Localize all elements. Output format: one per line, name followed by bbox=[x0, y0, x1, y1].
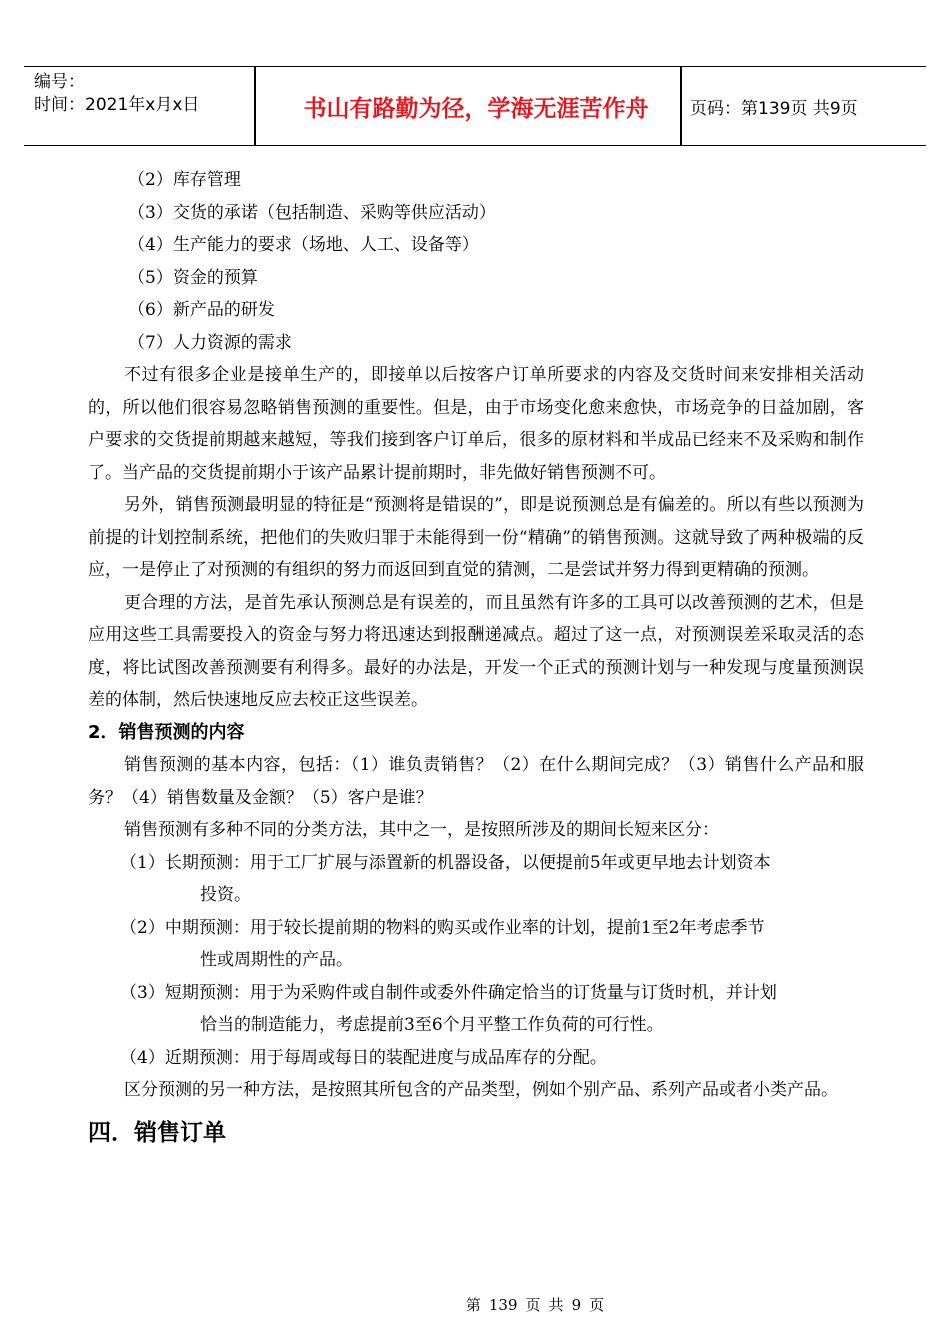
term-line: （3）短期预测：用于为采购件或自制件或委外件确定恰当的订货量与订货时机，并计划 bbox=[120, 982, 777, 1003]
forecast-term-item bbox=[88, 847, 864, 912]
doc-number-label: 编号： bbox=[34, 72, 85, 92]
list-item: （3）交货的承诺（包括制造、采购等供应活动） bbox=[128, 202, 496, 223]
header-page-info: 页码：第139页 共9页 bbox=[690, 98, 858, 119]
footer-text: 第 bbox=[465, 1296, 481, 1314]
list-item: （6）新产品的研发 bbox=[128, 300, 275, 320]
term-line: （2）中期预测：用于较长提前期的物料的购买或作业率的计划，提前1至2年考虑季节 bbox=[120, 917, 765, 938]
term-continuation: 恰当的制造能力，考虑提前3至6个月平整工作负荷的可行性。 bbox=[200, 1015, 664, 1035]
forecast-term-item bbox=[88, 912, 864, 977]
forecast-term-item bbox=[88, 1042, 864, 1075]
page-header bbox=[24, 66, 926, 146]
footer-page-number: 139 bbox=[488, 1296, 518, 1314]
term-line: （1）长期预测：用于工厂扩展与添置新的机器设备，以便提前5年或更早地去计划资本 bbox=[120, 852, 771, 873]
header-motto: 书山有路勤为径，学海无涯苦作舟 bbox=[303, 95, 649, 122]
forecast-term-item bbox=[88, 977, 864, 1042]
term-continuation: 投资。 bbox=[200, 885, 251, 905]
list-item: （5）资金的预算 bbox=[128, 267, 258, 288]
footer-text: 页 bbox=[589, 1296, 605, 1314]
page-footer bbox=[0, 1294, 950, 1315]
list-item: （4）生产能力的要求（场地、人工、设备等） bbox=[128, 235, 479, 255]
paragraph: 不过有很多企业是接单生产的，即接单以后按客户订单所要求的内容及交货时间来安排相关活动的，所以他们很容易忽略销售预测的重要性。但是，由于市场变化愈来愈快，市场竞争的日益加剧，客户要求的交货提前期越来越短，等我们接到客户订单后，很多的原材料和半成品已经来不及采购和制作了。当产品的交货提前期小于该产品累计提前期时，非先做好销售预测不可。 bbox=[88, 365, 864, 483]
doc-date: 时间：2021年x月x日 bbox=[34, 95, 200, 115]
header-meta bbox=[34, 71, 199, 117]
paragraph: 销售预测有多种不同的分类方法，其中之一，是按照所涉及的期间长短来区分： bbox=[124, 820, 719, 840]
list-item: （7）人力资源的需求 bbox=[128, 332, 292, 353]
term-continuation: 性或周期性的产品。 bbox=[200, 950, 353, 970]
list-item: （2）库存管理 bbox=[128, 170, 241, 190]
paragraph: 更合理的方法，是首先承认预测总是有误差的，而且虽然有许多的工具可以改善预测的艺术，但是应用这些工具需要投入的资金与努力将迅速达到报酬递减点。超过了这一点，对预测误差采取灵活的态度，将比试图改善预测要有利得多。最好的办法是，开发一个正式的预测计划与一种发现与度量预测误差的体制，然后快速地反应去校正这些误差。 bbox=[88, 592, 864, 710]
paragraph: 另外，销售预测最明显的特征是“预测将是错误的”，即是说预测总是有偏差的。所以有些以预测为前提的计划控制系统，把他们的失败归罪于未能得到一份“精确”的销售预测。这就导致了两种极端的反应，一是停止了对预测的有组织的努力而返回到直觉的猜测，二是尝试并努力得到更精确的预测。 bbox=[88, 495, 864, 580]
header-divider bbox=[680, 67, 682, 145]
footer-text: 共 bbox=[548, 1296, 564, 1314]
paragraph: 区分预测的另一种方法，是按照其所包含的产品类型，例如个别产品、系列产品或者小类产品。 bbox=[124, 1080, 838, 1100]
document-body bbox=[88, 164, 864, 1155]
footer-text: 页 bbox=[525, 1296, 541, 1314]
paragraph: 销售预测的基本内容，包括：（1）谁负责销售？（2）在什么期间完成？（3）销售什么产品和服务？（4）销售数量及金额？（5）客户是谁？ bbox=[88, 755, 864, 808]
footer-total-pages: 9 bbox=[571, 1296, 582, 1314]
chapter-heading: 四．销售订单 bbox=[88, 1119, 226, 1146]
section-heading: 2．销售预测的内容 bbox=[88, 721, 245, 743]
term-line: （4）近期预测：用于每周或每日的装配进度与成品库存的分配。 bbox=[120, 1047, 607, 1068]
